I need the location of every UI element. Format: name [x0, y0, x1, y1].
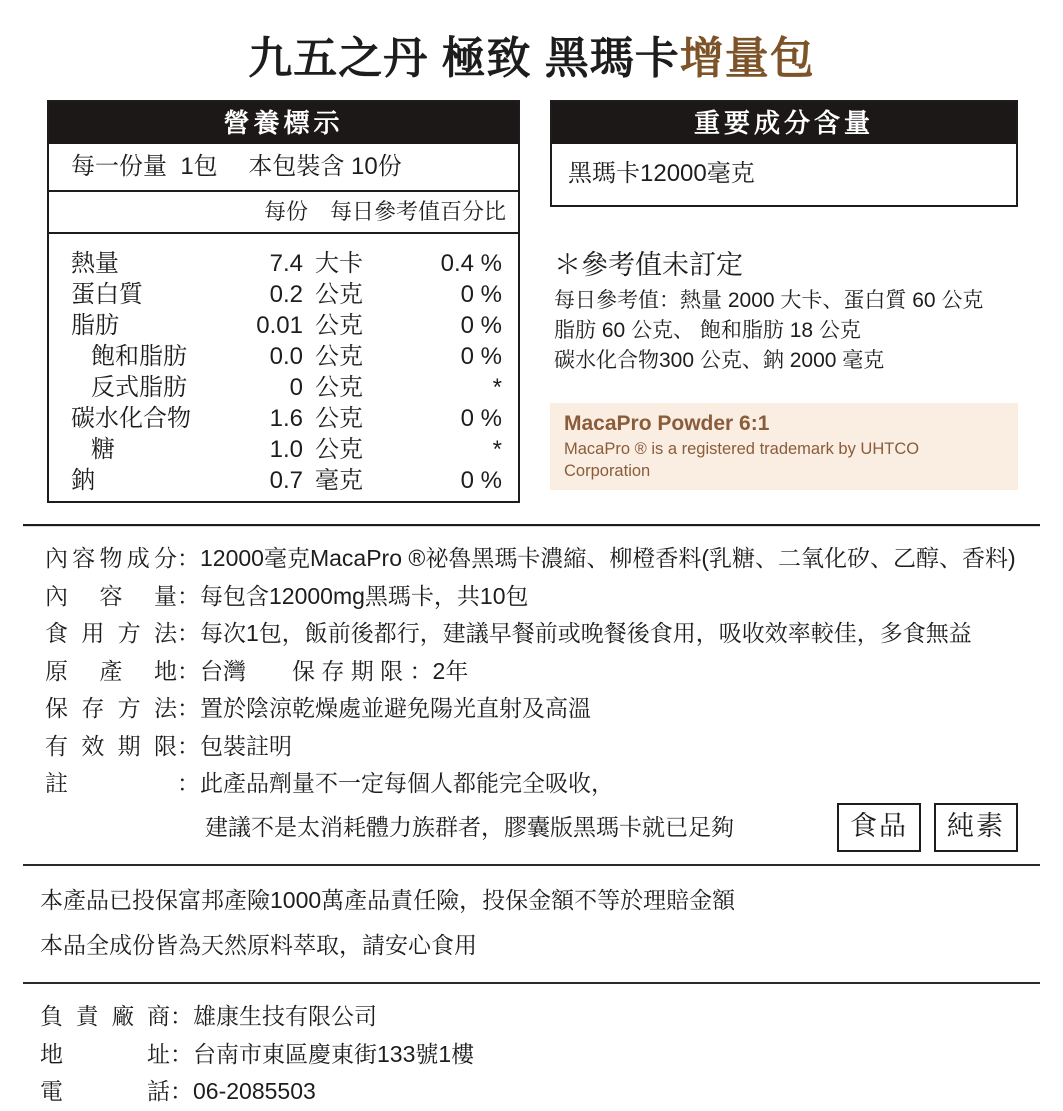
product-info-section [0, 527, 1063, 864]
info-value: 建議不是太消耗體力族群者，膠囊版黑瑪卡就已足夠 [205, 813, 734, 840]
colon: ： [177, 770, 200, 796]
colon: ： [170, 1040, 193, 1067]
col-per-serving: 每份 [263, 199, 308, 224]
company-value: 06-2085503 [193, 1078, 316, 1104]
tables-row [47, 100, 1018, 503]
nutrient-unit: 公克 [315, 281, 363, 308]
info-row-expiry [45, 728, 1018, 766]
company-section [0, 984, 1063, 1111]
nutrition-table-header: 營養標示 [49, 102, 518, 144]
company-label: 地址 [40, 1040, 170, 1067]
reference-note-line: 脂肪 60 公克、 飽和脂肪 18 公克 [554, 319, 861, 342]
colon: ： [177, 657, 200, 684]
nutrient-unit: 大卡 [315, 250, 363, 277]
nutrient-value: 0.01 [256, 312, 303, 339]
info-label: 註 [45, 770, 68, 796]
column-headers-row [49, 192, 518, 234]
info-value: 12000毫克MacaPro ®祕魯黑瑪卡濃縮、柳橙香料(乳糖、二氧化矽、乙醇、香料) [200, 545, 1016, 571]
nutrient-label: 碳水化合物 [71, 405, 191, 432]
insurance-line: 本產品已投保富邦產險1000萬產品責任險，投保金額不等於理賠金額 [40, 887, 736, 913]
company-row-address [40, 1036, 1018, 1074]
reference-note-line: 碳水化合物300 公克、鈉 2000 毫克 [554, 349, 885, 372]
info-value: 台灣 保 存 期 限 ：2年 [200, 657, 469, 684]
nutrient-value: 1.6 [269, 405, 303, 432]
nutrient-dv: * [492, 374, 502, 401]
nutrient-dv: * [492, 436, 502, 463]
insurance-section [0, 866, 1063, 982]
info-row-net-content [45, 578, 1018, 616]
reference-note [550, 243, 1018, 376]
serving-size-row: 每一份量 1包 本包裝含 10份 [49, 144, 518, 192]
nutrient-unit: 公克 [315, 436, 363, 463]
colon: ： [177, 545, 200, 571]
info-value: 每次1包，飯前後都行，建議早餐前或晚餐後食用，吸收效率較佳，多食無益 [200, 620, 972, 646]
nutrient-dv: 0.4 % [440, 250, 502, 277]
page-title [0, 0, 1063, 100]
key-ingredient-table [550, 100, 1018, 207]
badge-vegan: 純素 [934, 803, 1018, 853]
nutrition-table-body [49, 234, 518, 501]
info-value: 每包含12000mg黑瑪卡，共10包 [200, 582, 529, 609]
info-label: 內容物成分 [45, 545, 177, 571]
nutrient-label: 鈉 [71, 467, 95, 494]
nutrient-unit: 公克 [315, 312, 363, 339]
info-label: 保存方法 [45, 695, 177, 721]
key-ingredient-content: 黑瑪卡12000毫克 [568, 160, 755, 187]
table-row-calories [49, 243, 518, 277]
info-value: 包裝註明 [200, 732, 292, 759]
info-row-ingredients [45, 540, 1018, 578]
macapro-trademark-box [550, 403, 1018, 490]
info-value: 置於陰涼乾燥處並避免陽光直射及高溫 [200, 695, 591, 721]
nutrient-value: 7.4 [269, 250, 303, 277]
company-value: 台南市東區慶東街133號1樓 [193, 1040, 475, 1067]
nutrient-unit: 毫克 [315, 467, 363, 494]
info-row-usage [45, 615, 1018, 653]
nutrient-label: 脂肪 [71, 312, 119, 339]
macapro-trademark-note: MacaPro ® is a registered trademark by UHTCO Corporation [564, 440, 920, 480]
nutrient-value: 0.2 [269, 281, 303, 308]
nutrient-unit: 公克 [315, 405, 363, 432]
nutrient-label: 糖 [91, 436, 115, 463]
info-row-note-line2 [45, 803, 1018, 853]
info-label: 原產地 [45, 657, 177, 684]
info-row-origin [45, 653, 1018, 691]
info-value: 此產品劑量不一定每個人都能完全吸收， [200, 770, 614, 796]
reference-note-line: 每日參考值：熱量 2000 大卡、蛋白質 60 公克 [554, 289, 984, 312]
nutrient-label: 飽和脂肪 [91, 343, 187, 370]
nutrient-label: 蛋白質 [71, 281, 143, 308]
colon: ： [177, 582, 200, 609]
nutrient-unit: 公克 [315, 343, 363, 370]
info-label: 有效期限 [45, 732, 177, 759]
company-label: 負責廠商 [40, 1003, 170, 1029]
natural-ingredients-line: 本品全成份皆為天然原料萃取，請安心食用 [40, 932, 477, 958]
table-row-protein [49, 274, 518, 308]
nutrient-dv: 0 % [460, 343, 502, 370]
nutrient-label: 反式脂肪 [91, 374, 187, 401]
table-row-carbohydrate [49, 398, 518, 432]
table-row-fat [49, 305, 518, 339]
table-row-sodium [49, 460, 518, 494]
company-row-phone [40, 1073, 1018, 1111]
nutrient-dv: 0 % [460, 405, 502, 432]
info-row-note [45, 765, 1018, 803]
nutrient-dv: 0 % [460, 467, 502, 494]
page-title-accent: 增量包 [679, 34, 815, 83]
table-row-saturated-fat [49, 336, 518, 370]
info-row-storage [45, 690, 1018, 728]
company-label: 電話 [40, 1078, 170, 1104]
badges [837, 803, 1018, 853]
col-daily-value: 每日參考值百分比 [329, 199, 506, 224]
reference-note-title: ＊參考值未訂定 [554, 250, 743, 280]
info-label: 內容量 [45, 582, 177, 609]
nutrient-label: 熱量 [71, 250, 119, 277]
nutrient-dv: 0 % [460, 312, 502, 339]
table-row-sugar [49, 429, 518, 463]
company-value: 雄康生技有限公司 [193, 1003, 377, 1029]
nutrient-value: 1.0 [269, 436, 303, 463]
info-label: 食用方法 [45, 620, 177, 646]
right-column [550, 100, 1018, 490]
company-row-manufacturer [40, 998, 1018, 1036]
table-row-trans-fat [49, 367, 518, 401]
nutrient-dv: 0 % [460, 281, 502, 308]
badge-food: 食品 [837, 803, 921, 853]
nutrient-value: 0.7 [269, 467, 303, 494]
page-title-main: 九五之丹 極致 黑瑪卡 [248, 34, 680, 83]
colon: ： [177, 695, 200, 721]
nutrition-table [47, 100, 520, 503]
nutrient-unit: 公克 [315, 374, 363, 401]
colon: ： [177, 732, 200, 759]
macapro-product-name: MacaPro Powder 6:1 [564, 412, 770, 435]
colon: ： [177, 620, 200, 646]
nutrient-value: 0 [289, 374, 303, 401]
colon: ： [170, 1078, 193, 1104]
colon: ： [170, 1003, 193, 1029]
nutrient-value: 0.0 [269, 343, 303, 370]
key-ingredient-header: 重要成分含量 [552, 102, 1016, 144]
